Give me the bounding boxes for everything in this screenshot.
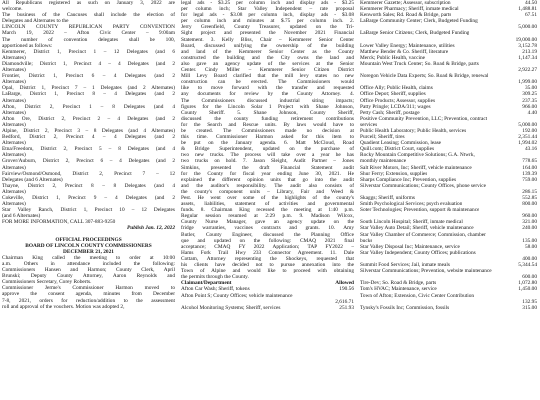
claimant-text: Tire-Dev; So. Road & Bridge, parts [360, 280, 437, 287]
claimant-text: Quadient Leasing; Commission, lease [360, 140, 442, 147]
claimant-text: Matthew Bender & Co. Sheriff, literature [360, 48, 449, 55]
notice-line: Delegates and Alternates to the [2, 18, 69, 25]
claimant-text: Shur Ferry; Extension, supplies [360, 170, 428, 177]
minutes-line: legal ads - $3.25 per column inch and display ads - $3.25 [181, 0, 354, 6]
claimant-text: Silverstar Communications; Prevention, website maintenance [360, 268, 492, 275]
minutes-line: also gave an agency update of the services at the Senior [181, 60, 354, 67]
board-heading: BOARD OF LINCOLN COUNTY COMMISSIONERS [25, 242, 152, 249]
claimant-text: Smith Psychological Services; psych evaluation [360, 201, 463, 208]
claimant-text: Tynsky's Fossils Inc; Commission, fossils [360, 304, 450, 311]
minutes-line: like to move forward with the transfer and requested [181, 85, 354, 92]
allowed-amount: 5,344.54 [518, 262, 537, 269]
notice-line: welcome. [2, 6, 23, 13]
allowed-amount: 1,488.81 [518, 6, 537, 13]
minutes-line: the permits through the County. [181, 274, 249, 281]
allowed-amount: 1,072.80 [518, 280, 537, 287]
middle-column [181, 0, 354, 400]
proceedings-line: a.m. Others in attendance included the following: [2, 260, 175, 267]
notice-line: Alternates) [2, 54, 26, 61]
minutes-line: be created. The Commissioners made no decision at [181, 127, 354, 134]
notice-line: All Republicans registered as such on January 3, 2022 are [2, 0, 175, 6]
minutes-line: explained the different opinion units that go into the audit [181, 176, 354, 183]
claimant-column-header: Claimant/Department [181, 280, 232, 287]
claimant-text: LaBarge Senior Citizens; Clerk, Budgeted Funding [360, 30, 470, 37]
claimant-text: monthly maintenance [360, 158, 407, 165]
allowed-amount: 552.85 [522, 195, 537, 201]
claimant-text: Alcohol Monitoring Systems; Sheriff, services [181, 304, 281, 311]
notice-line: Alternates) [2, 164, 26, 171]
minutes-line: figures for the Lincoln Solar 1 Project with Shane Johnson, [181, 103, 354, 110]
minutes-line: acceptance; CMAQ FY 2022 Application; TAP FY2022 – [181, 243, 354, 250]
notice-line: Alternates) [2, 140, 26, 147]
allowed-amount: 800.00 [522, 201, 537, 208]
allowed-amount: 315.00 [522, 304, 537, 311]
minutes-line: Mill Levy Board clarified that the mill levy states no new [181, 73, 354, 80]
minutes-line: Regular session resumed at 2:29 p.m. 9. Madison Wilcox, [181, 213, 354, 220]
allowed-amount: 1,450.00 [518, 286, 537, 293]
minutes-line: per column inch; Star Valley Independent – rate proposal [181, 6, 354, 13]
notice-line: LaBarge, District 1, Precinct 8 – 4 Delegates (and 2 [2, 91, 175, 98]
allowed-amount: 2,922.27 [518, 67, 537, 74]
notice-line: Etna/Freedom, District 2, Precinct 5 – 8 Delegates (and 4 [2, 146, 175, 153]
minutes-line: assets, liabilities, statement of activities and governmental [181, 201, 354, 208]
minutes-line: and the auditor's responsibility. The audit also consists of [181, 182, 354, 189]
notice-line: Alternates) [2, 109, 26, 116]
claimant-text: Petty Cash; Sheriff, postage [360, 109, 420, 116]
notice-line: (and 6 Alternates) [2, 213, 41, 220]
claimant-text: bucks [360, 237, 373, 244]
proceedings-line: Chairman King called the meeting to order at 10:00 [2, 254, 175, 261]
allowed-amount: 3,152.78 [518, 42, 537, 49]
claimant-text: Salt River Motors, Inc; Sheriff, vehicle maintenance [360, 164, 472, 171]
allowed-amount: 400.00 [522, 255, 537, 262]
claimant-text: Public Health Laboratory; Public Health, services [360, 127, 467, 134]
minutes-line: for legal ads - $3.08 per column inch, display ads - $3.08 [181, 12, 354, 19]
right-column [360, 0, 537, 400]
minutes-line: & Bridge Superintendent, updated on the purchase of [181, 146, 354, 153]
claimant-text: Summit Food Services; Jail, inmate meals [360, 262, 450, 269]
claimant-text: Star Valley Independent; County Offices; publications [360, 249, 476, 256]
allowed-amount: 35.00 [524, 85, 537, 92]
claimant-text: Silverstar Communications; County Offices, phone service [360, 182, 487, 189]
notice-line: LINCOLN COUNTY REPUBLICAN PARTY CONVENTION [2, 24, 175, 31]
allowed-amount: 190.56 [339, 286, 354, 293]
notice-line: Alternates) [2, 97, 26, 104]
claimant-text: Star Valley Chamber of Commerce; Commission, chamber [360, 231, 486, 238]
allowed-amount: 2,616.71 [335, 298, 354, 305]
minutes-line: for the County for fiscal year ending June 30, 2021. He [181, 170, 354, 177]
minutes-line: his clients have decided not to pursue annexation into the [181, 262, 354, 269]
allowed-amount: 321.00 [522, 219, 537, 226]
notice-line: Alternates) [2, 67, 26, 74]
allowed-amount: 132.95 [522, 298, 537, 305]
allowed-amount: 213.19 [522, 48, 537, 55]
notice-line: Kemmerer, District 1, Precinct 1 – 12 Delegates (and 6 [2, 48, 175, 55]
proceedings-line: Brunski; Deputy County Attorney, Aaron Reynolds and [2, 273, 175, 280]
claimant-text: Mountain West Truck Center; So. Road & Bridge, parts [360, 60, 479, 67]
allowed-amount: 1,994.02 [518, 140, 537, 147]
claimant-text: Town of Afton; Extension, Civic Center Contribution [360, 292, 475, 299]
claimant-text: Purcell; Sheriff, tires [360, 134, 405, 141]
allowed-amount: 1,147.34 [518, 54, 537, 61]
notice-line: Cokeville, District 1, Precinct 9 – 4 Delegates (and 2 [2, 195, 175, 201]
minutes-line: per column inch and minutes at $.75 per column inch. 2. [181, 18, 354, 25]
claimant-text: Tom's HVAC; Maintenance, service [360, 286, 437, 293]
allowed-amount: 966.00 [522, 103, 537, 110]
notice-line: Afton, District 2, Precinct 1 – 8 Delegates (and 4 [2, 103, 175, 110]
proceedings-line: approve the consent agenda, minutes from December [2, 291, 175, 298]
allowed-amount: 5,000.00 [518, 121, 537, 128]
minutes-line: Jerry Greenfield, County Treasurer, updated on the Tri- [181, 24, 354, 31]
allowed-amount: 1,999.00 [518, 79, 537, 86]
allowed-amount: 960.00 [522, 213, 537, 220]
notice-line: Alternates) [2, 79, 26, 86]
notice-line: Frontier, District 1, Precinct 6 – 4 Delegates (and 2 [2, 73, 175, 80]
minutes-line: construction can be erected. The Commissioners would [181, 79, 354, 86]
allowed-amount: 44.50 [524, 0, 537, 6]
notice-line: Bedford, District 2, Precinct 4 – 4 Delegates (and 2 [2, 134, 175, 141]
claimant-text: Skaggs; Sheriff, uniforms [360, 195, 415, 201]
minutes-line: funds. 8. Chairman King recessed the meeting at 1:40 p.m. [181, 207, 354, 214]
notice-line: Fairview/Osmond/Osmond, District 2, Precinct 7 – 12 [2, 170, 175, 177]
proceedings-line: roll and approval of the vouchers. Motion was adopted 2, [2, 303, 125, 310]
claimant-text: Kemmerer Gazette; Assessor, subscription [360, 0, 451, 6]
minutes-line: two trucks on hold. 7. Jason Sleight, Audit Partner – Jones [181, 158, 354, 165]
allowed-amount: 309.25 [522, 91, 537, 98]
allowed-amount: 778.65 [522, 158, 537, 165]
claim-row [181, 305, 354, 311]
allowed-amount: 5,000.00 [518, 24, 537, 31]
notice-line: Thayne, District 2, Precinct 8 – 8 Delegates (and 4 [2, 182, 175, 189]
claimant-text: South Lincoln Hospital; Sheriff, inmate medical [360, 219, 463, 226]
allowed-column-header: Allowed [335, 280, 354, 287]
allowed-amount: 135.00 [522, 237, 537, 244]
claims-list-middle [181, 286, 354, 310]
minutes-line: Butler, County Engineer, discussed the Planning Office [181, 231, 354, 238]
minutes-line: Sight project and presented the November 2021 Financial [181, 30, 354, 37]
minutes-line: and land of the Kemmerer Senior Center as the County [181, 48, 354, 55]
minutes-line: this time. Commissioner Harmon asked for this item to [181, 134, 354, 141]
notice-line: Alternates) [2, 188, 26, 195]
notice-line: Star Valley Ranch, District 1, Precinct 10 – 12 Delegates [2, 207, 175, 214]
notice-line: Delegates (and 6 Alternates) [2, 176, 63, 183]
minutes-line: Hams Fork Trail Hwy 233 Connector Agreement. 11. Dale [181, 249, 354, 256]
minutes-line: constructed the building and the City owns the land and [181, 54, 354, 61]
minutes-line: que and updated on the following: CMAQ 2021 final [181, 237, 354, 244]
notice-line: Afton Ore, District 2, Precinct 2 – 4 Delegates (and 2 [2, 115, 175, 122]
publish-line: Publish Jan. 12, 2022 [127, 225, 175, 232]
allowed-amount: 43.16 [524, 146, 537, 153]
claimant-text: Star Valley Disposal Inc; Maintenance, service [360, 243, 460, 250]
proceedings-line: Commissioners Secretary, Corey Roberts. [2, 279, 92, 286]
claimant-text: Office Ally; Public Health, claims [360, 85, 433, 92]
claimant-text: Rocky Mountain Competitive Solutions; G.A. Ntwrk, [360, 152, 475, 159]
minutes-line: be put on the January agenda. 6. Matt McCloud, Road [181, 140, 354, 147]
meeting-minutes [181, 0, 354, 280]
claim-row [360, 305, 537, 311]
minutes-line: County Nurse Manager, gave an agency update on the [181, 219, 354, 226]
claimant-text: Office Products; Assessor, supplies [360, 97, 436, 104]
claimant-text: Afton Point S; County Offices; vehicle maintenance [181, 292, 293, 299]
minutes-line: Cottam, Attorney representing the Shockeys, requested that [181, 255, 354, 262]
claimant-text: Soter Technologies; Prevention, support & maintenance [360, 207, 480, 214]
allowed-amount: 240.00 [522, 225, 537, 232]
claimant-text: Positive Community Prevention, LLC; Prevention, contract [360, 115, 488, 122]
notice-line: March 19, 2022 – Afton Civic Center – 9:00am [2, 30, 175, 37]
allowed-amount: 192.00 [522, 127, 537, 134]
date-heading: DECEMBER 21, 2021 [63, 248, 114, 255]
allowed-amount: 164.00 [522, 164, 537, 171]
minutes-line: Center. Cindy Miller – Kemmerer Senior Citizen District [181, 67, 354, 74]
notice-line: The business of the Caucuses shall include the election of [2, 12, 175, 19]
minutes-line: the county's component units – Library, Fair and Weed & [181, 188, 354, 195]
claimant-text: services [360, 121, 378, 128]
notice-line: Diamondville; District 1, Precinct 4 – 4 Delegates (and 2 [2, 60, 175, 67]
minutes-line: Board, discussed unifying the ownership of the building [181, 42, 354, 49]
claimant-text: Afton Car Wash; Sheriff, tokens [181, 286, 250, 293]
proceedings-text [2, 255, 175, 310]
proceedings-line: Commissioners Hansen and Harmon; County Clerk, April [2, 267, 175, 274]
caucus-notice [2, 0, 175, 225]
allowed-amount: 759.00 [522, 176, 537, 183]
minutes-line: fridge warranties, vaccines contracts and grants. 10. Amy [181, 225, 354, 232]
allowed-amount: 286.15 [522, 188, 537, 195]
left-column [2, 0, 175, 400]
claimant-text: Star Valley Auto Detail; Sheriff, vehicle maintenance [360, 225, 474, 232]
minutes-line: Statement. 3. Kelly Bliss, Chair – Kemmerer Senior Center [181, 36, 354, 43]
minutes-line: Pest. He went over some of the highlights of the county's [181, 195, 354, 201]
claimant-text: Merck; Public Health, vaccine [360, 54, 425, 61]
allowed-amount: 600.00 [522, 274, 537, 281]
notice-line: Alternates) [2, 201, 26, 208]
minutes-line: Simkins, presented the draft Financial Statement audit [181, 164, 354, 171]
notice-line: FOR MORE INFORMATION, CALL 307-883-9250 [2, 219, 116, 226]
allowed-amount: 58.00 [524, 243, 537, 250]
allowed-amount: 19,000.00 [515, 36, 537, 43]
proceedings-heading: OFFICIAL PROCEEDINGS [55, 236, 122, 243]
notice-line: Grover/Auburn, District 2, Precinct 6 – 4 Delegates (and 2 [2, 158, 175, 165]
allowed-amount: 4.40 [527, 109, 537, 116]
claimant-text: Sharps Compliance Inc; Prevention, supplies [360, 176, 457, 183]
minutes-line: two new trucks. The process will take over a year he has [181, 152, 354, 159]
claimant-text: LaBarge Community Center; Clerk, Budgeted Funding [360, 18, 478, 25]
claimant-text: Office Depot; Sheriff, supplies [360, 91, 426, 98]
claimant-text: Kenworth Sales; Rd. Road & Bridge, parts [360, 12, 452, 19]
allowed-amount: 251.93 [339, 304, 354, 311]
minutes-line: The Commissioners discussed industrial siting impacts; [181, 97, 354, 104]
claimant-text: Kemmerer Pharmacy; Sheriff, inmate medical [360, 6, 459, 13]
claimant-text: Lower Valley Energy; Maintenance, utilities [360, 42, 455, 49]
allowed-amount: 237.35 [522, 97, 537, 104]
notice-line: Opal, District 1, Precinct 7 – 1 Delegates (and 2 Alternates) [2, 85, 175, 92]
allowed-amount: 2,351.44 [518, 134, 537, 141]
notice-line: The number of convention delegates shall be 100, [2, 36, 175, 43]
minutes-line: any documents for review by the County Attorney. 4. [181, 91, 354, 98]
minutes-line: County Sheriff. 5. Shane Johnson, County Sheriff, [181, 109, 354, 116]
claimant-text: Noregon Vehicle Data Experts; So. Road & Bridge, renewal [360, 73, 489, 80]
notice-line: Alternates) [2, 152, 26, 159]
claimant-text: Quill.com; District Court, supplies [360, 146, 435, 153]
minutes-line: for the Search and Rescue units. By laws would have to [181, 121, 354, 128]
claims-list-right [360, 0, 537, 311]
minutes-line: Town of Alpine and would like to proceed with obtaining [181, 268, 354, 275]
allowed-amount: 139.39 [522, 170, 537, 177]
notice-line: apportioned as follows: [2, 42, 53, 49]
proceedings-line: Commissioner Jerme's Commissioner Harmon moved to [2, 285, 175, 292]
claimant-text: Patty Pringle; LCDA/311; wages [360, 103, 431, 110]
minutes-line: discussed the county funding retirement contributions [181, 115, 354, 122]
notice-line: Alpine, District 2, Precinct 3 – 8 Delegates (and 4 Alternates) [2, 127, 175, 134]
proceedings-line: 7-8, 2021, orders for reduction/addition to the assessment [2, 297, 175, 304]
allowed-amount: 67.51 [524, 12, 537, 19]
notice-line: Alternates) [2, 121, 26, 128]
